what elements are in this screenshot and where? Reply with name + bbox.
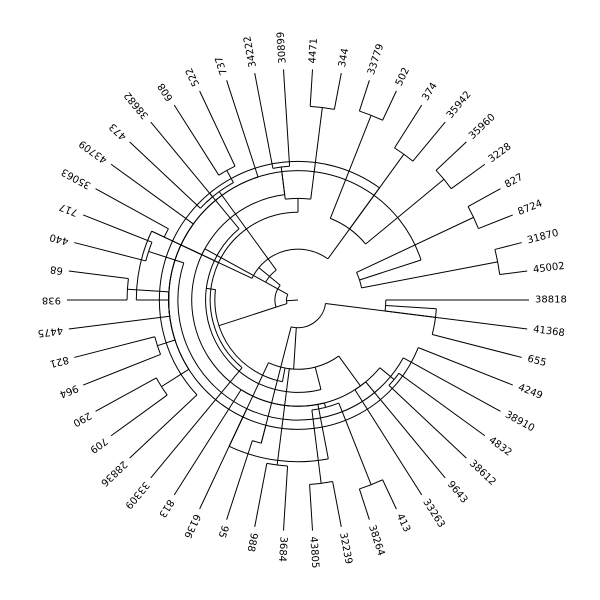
tip-label: 45002 [532, 260, 566, 276]
tip-branch [403, 358, 500, 411]
tip-label: 737 [213, 54, 230, 77]
internal-branch [206, 288, 215, 289]
tip-label: 3684 [276, 536, 289, 563]
tip-branch [200, 91, 235, 166]
tip-label: 32239 [337, 531, 354, 566]
internal-branch [386, 306, 437, 309]
tip-branch [366, 382, 446, 478]
tip-branch [227, 80, 258, 177]
tip-branch [436, 142, 466, 170]
internal-branch [311, 107, 323, 199]
tip-label: 35942 [444, 89, 474, 121]
internal-branch [294, 328, 297, 369]
internal-branch [161, 369, 188, 386]
internal-branch [276, 304, 287, 308]
tip-branch [495, 243, 522, 250]
tip-label: 6136 [181, 512, 203, 540]
tip-label: 38264 [366, 523, 387, 558]
merge-arc [289, 356, 338, 369]
tip-label: 33779 [366, 42, 387, 77]
tip-branch [310, 69, 312, 106]
tip-label: 655 [526, 353, 548, 370]
tip-label: 4249 [516, 382, 545, 402]
tip-label: 522 [183, 65, 203, 88]
tip-label: 938 [41, 294, 61, 306]
merge-arc [252, 249, 328, 278]
internal-branch [339, 403, 371, 485]
tip-branch [478, 215, 512, 229]
tip-branch [451, 164, 485, 188]
tip-branch [310, 484, 313, 530]
tip-branch [389, 385, 466, 458]
tip-label: 374 [420, 80, 440, 103]
internal-branch [282, 172, 285, 195]
merge-arc [215, 290, 283, 382]
tip-branch [413, 122, 445, 161]
tip-branch [395, 105, 422, 148]
tip-label: 290 [70, 409, 93, 429]
dendrogram-branches [67, 69, 529, 530]
tip-label: 43805 [307, 536, 321, 569]
tip-label: 33263 [420, 497, 447, 530]
internal-branch [277, 369, 289, 465]
tip-label: 38682 [122, 89, 152, 121]
tip-branch [69, 316, 170, 329]
tip-branch [355, 390, 422, 495]
tip-branch [130, 142, 201, 208]
tip-label: 38910 [503, 409, 537, 435]
tip-label: 33309 [122, 479, 152, 511]
merge-arc [432, 309, 436, 335]
internal-branch [360, 260, 422, 280]
tip-label: 608 [156, 80, 176, 103]
internal-branch [205, 249, 266, 282]
tip-branch [284, 69, 290, 166]
merge-arc [169, 177, 258, 340]
tip-label: 68 [49, 263, 64, 276]
internal-branch [219, 192, 276, 270]
internal-branch [219, 307, 276, 326]
tip-branch [74, 337, 155, 358]
tip-branch [333, 482, 342, 527]
internal-branch [339, 356, 361, 386]
tip-label: 709 [87, 434, 110, 455]
tip-branch [83, 354, 160, 385]
internal-branch [259, 268, 280, 286]
tip-branch [334, 73, 341, 109]
merge-arc [291, 303, 325, 327]
tip-branch [96, 378, 157, 411]
tip-label: 964 [57, 382, 80, 400]
internal-branch [261, 327, 291, 443]
tip-label: 41368 [532, 324, 566, 340]
tip-branch [432, 334, 521, 357]
tip-label: 827 [503, 171, 526, 191]
tip-label: 43709 [77, 137, 110, 166]
tip-label: 95 [215, 523, 230, 540]
merge-arc [206, 229, 321, 393]
internal-branch [328, 154, 404, 259]
merge-arc [252, 441, 261, 444]
tip-label: 813 [156, 497, 176, 520]
tip-branch [130, 395, 197, 458]
merge-arc [192, 195, 325, 407]
internal-branch [366, 179, 444, 244]
tip-label: 8724 [516, 198, 545, 218]
tip-branch [83, 215, 152, 242]
tip-branch [151, 122, 213, 197]
tip-branch [383, 91, 397, 120]
internal-branch [282, 368, 285, 382]
internal-branch [157, 340, 175, 346]
tip-branch [255, 463, 267, 527]
tip-label: 473 [107, 120, 129, 142]
merge-arc [159, 161, 379, 395]
tip-branch [399, 373, 485, 435]
tip-label: 717 [57, 200, 80, 218]
tip-branch [69, 271, 129, 279]
tip-branch [111, 164, 193, 224]
tip-label: 35960 [467, 111, 498, 142]
tip-label: 4475 [36, 324, 64, 339]
tip-branch [174, 105, 219, 175]
merge-arc [202, 249, 205, 255]
tip-label: 31870 [526, 227, 560, 247]
tip-label: 38612 [467, 458, 498, 489]
internal-branch [312, 410, 321, 483]
tip-label: 440 [48, 230, 70, 247]
tip-label: 3228 [486, 141, 514, 166]
internal-branch [127, 289, 168, 292]
internal-branch [318, 404, 328, 458]
tip-branch [255, 73, 273, 168]
tip-label: 821 [48, 353, 70, 370]
tip-branch [111, 395, 167, 436]
internal-branch [326, 303, 436, 317]
tip-branch [227, 441, 253, 520]
tip-label: 502 [393, 65, 413, 88]
tip-branch [359, 489, 369, 520]
internal-branch [324, 403, 325, 407]
merge-arc [357, 272, 362, 287]
internal-branch [315, 367, 321, 389]
merge-arc [164, 229, 168, 237]
tip-branch [383, 480, 397, 509]
merge-arc [286, 294, 287, 303]
tip-branch [74, 243, 146, 261]
tip-branch [359, 80, 369, 111]
tip-label: 30899 [275, 31, 289, 64]
tip-label: 9643 [444, 479, 470, 506]
internal-branch [266, 282, 288, 294]
internal-branch [362, 262, 498, 288]
tip-branch [418, 348, 513, 385]
merge-arc [210, 212, 298, 367]
tip-label: 35063 [59, 165, 93, 191]
tip-label: 988 [244, 531, 259, 553]
internal-branch [380, 368, 394, 380]
merge-arc [169, 171, 421, 317]
tip-label: 34222 [242, 34, 259, 69]
tip-label: 413 [393, 512, 413, 535]
tip-label: 38818 [535, 294, 567, 306]
root-branch [286, 300, 298, 301]
tip-branch [284, 466, 288, 531]
tip-label: 344 [337, 47, 352, 69]
tip-branch [96, 189, 169, 229]
tip-label: 28836 [98, 458, 129, 489]
tip-label: 4832 [486, 434, 514, 459]
tip-branch [500, 271, 528, 274]
tip-branch [468, 189, 500, 207]
tip-label: 4471 [307, 37, 320, 64]
